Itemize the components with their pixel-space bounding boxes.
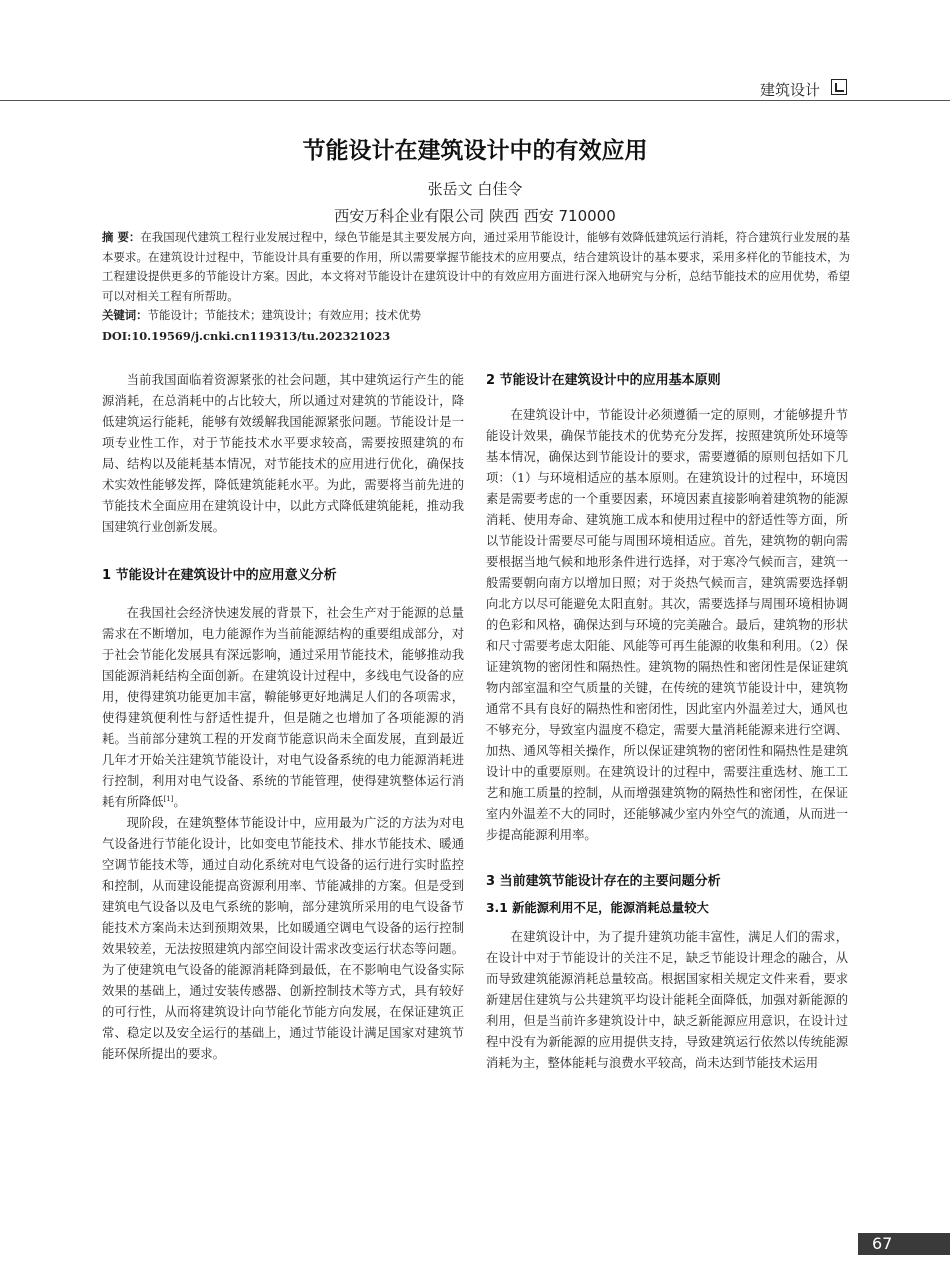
intro-paragraph: 当前我国面临着资源紧张的社会问题，其中建筑运行产生的能源消耗，在总消耗中的占比较大，所以通过对建筑的节能设计，降低建筑运行能耗，能够有效缓解我国能源紧张问题。节能设计是一项专业性工作，对于节能技术水平要求较高，需要按照建筑的布局、结构以及能耗基本情况，对节能技术的应用进行优化，确保技术实效性能够发挥，降低建筑能耗水平。为此，需要将当前先进的节能技术全面应用在建筑设计中，以此方式降低建筑能耗，推动我国建筑行业创新发展。 bbox=[102, 373, 464, 534]
article-title: 节能设计在建筑设计中的有效应用 bbox=[302, 138, 648, 164]
section-1-paragraph-1-end: 。 bbox=[173, 795, 186, 809]
affiliation: 西安万科企业有限公司 陕西 西安 710000 bbox=[334, 207, 616, 225]
page-number-box bbox=[858, 1233, 950, 1255]
right-column bbox=[486, 370, 848, 1074]
abstract-text: 在我国现代建筑工程行业发展过程中，绿色节能是其主要发展方向，通过采用节能设计，能够有效降低建筑运行消耗，符合建筑行业发展的基本要求。在建筑设计过程中，节能设计具有重要的作用，所以需要掌握节能技术的应用要点，结合建筑设计的基本要求，采用多样化的节能技术，为工程建设提供更多的节能设计方案。因此，本文将对节能设计在建筑设计中的有效应用方面进行深入地研究与分析，总结节能技术的应用优势，希望可以对相关工程有所帮助。 bbox=[102, 230, 850, 303]
section-1-heading: 1 节能设计在建筑设计中的应用意义分析 bbox=[102, 568, 337, 583]
section-1-paragraph-1-text: 在我国社会经济快速发展的背景下，社会生产对于能源的总量需求在不断增加，电力能源作为当前能源结构的重要组成部分，对于社会节能化发展具有深远影响，通过采用节能技术，能够推动我国能源消耗结构全面创新。在建筑设计过程中，多线电气设备的应用，使得建筑功能更加丰富，鞥能够更好地满足人们的各项需求，使得建筑便利性与舒适性提升，但是随之也增加了各项能源的消耗。当前部分建筑工程的开发商节能意识尚未全面发展，直到最近几年才开始关注建筑节能设计，对电气设备系统的电力能源消耗进行控制，利用对电气设备、系统的节能管理，使得建筑整体运行消耗有所降低 bbox=[102, 606, 464, 809]
left-column bbox=[102, 370, 464, 1065]
header-rule bbox=[0, 100, 950, 101]
keywords bbox=[102, 307, 850, 323]
abstract-label: 摘 要： bbox=[102, 230, 141, 244]
keywords-text: 节能设计；节能技术；建筑设计；有效应用；技术优势 bbox=[147, 308, 421, 322]
section-logo-icon bbox=[831, 79, 847, 95]
doi: DOI:10.19569/j.cnki.cn119313/tu.202321023 bbox=[102, 329, 391, 343]
authors: 张岳文 白佳令 bbox=[427, 180, 523, 198]
section-3-1-heading: 3.1 新能源利用不足，能源消耗总量较大 bbox=[486, 901, 709, 915]
keywords-label: 关键词： bbox=[102, 308, 148, 322]
page-number: 67 bbox=[872, 1234, 893, 1253]
section-label: 建筑设计 bbox=[759, 81, 820, 99]
section-1-paragraph-1 bbox=[102, 603, 464, 813]
section-1-paragraph-2: 现阶段，在建筑整体节能设计中，应用最为广泛的方法为对电气设备进行节能化设计，比如变电节能技术、排水节能技术、暖通空调节能技术等，通过自动化系统对电气设备的运行进行实时监控和控制，从而建设能提高资源利用率、节能减排的方案。但是受到建筑电气设备以及电气系统的影响，部分建筑所采用的电气设备节能技术方案尚未达到预期效果，比如暖通空调电气设备的运行控制效果较差，无法按照建筑内部空间设计需求改变运行状态等问题。为了使建筑电气设备的能源消耗降到最低，在不影响电气设备实际效果的基础上，通过安装传感器、创新控制技术等方式，具有较好的可行性，从而将建筑设计向节能化节能方向发展，在保证建筑正常、稳定以及安全运行的基础上，通过节能设计满足国家对建筑节能环保所提出的要求。 bbox=[102, 816, 464, 1061]
abstract bbox=[102, 228, 850, 306]
citation-1: [1] bbox=[163, 794, 174, 803]
section-3-1-paragraph: 在建筑设计中，为了提升建筑功能丰富性，满足人们的需求，在设计中对于节能设计的关注不足，缺乏节能设计理念的融合，从而导致建筑能源消耗总量较高。根据国家相关规定文件来看，要求新建居住建筑与公共建筑平均设计能耗全面降低，加强对新能源的利用，但是当前许多建筑设计中，缺乏新能源应用意识，在设计过程中没有为新能源的应用提供支持，导致建筑运行依然以传统能源消耗为主，整体能耗与浪费水平较高，尚未达到节能技术运用 bbox=[486, 930, 848, 1070]
section-3-heading: 3 当前建筑节能设计存在的主要问题分析 bbox=[486, 874, 721, 889]
section-2-heading: 2 节能设计在建筑设计中的应用基本原则 bbox=[486, 373, 721, 388]
section-2-paragraph: 在建筑设计中，节能设计必须遵循一定的原则，才能够提升节能设计效果，确保节能技术的优势充分发挥，按照建筑所处环境等基本情况，确保达到节能设计的要求，需要遵循的原则包括如下几项：（1）与环境相适应的基本原则。在建筑设计的过程中，环境因素是需要考虑的一个重要因素，环境因素直接影响着建筑物的能源消耗、使用寿命、建筑施工成本和使用过程中的舒适性等方面，所以节能设计需要尽可能与周围环境相适应。首先，建筑物的朝向需要根据当地气候和地形条件进行选择，对于寒冷气候而言，建筑一般需要朝向南方以增加日照；对于炎热气候而言，建筑需要选择朝向北方以尽可能避免太阳直射。其次，需要选择与周围环境相协调的色彩和风格，确保达到与环境的完美融合。最后，建筑物的形状和尺寸需要考虑太阳能、风能等可再生能源的收集和利用。（2）保证建筑物的密闭性和隔热性。建筑物的隔热性和密闭性是保证建筑物内部室温和空气质量的关键，在传统的建筑节能设计中，建筑物通常不具有良好的隔热性和密闭性，因此室内外温差过大，通风也不够充分，导致室内温度不稳定，需要大量消耗能源来进行空调、加热、通风等相关操作，所以保证建筑物的密闭性和隔热性是建筑设计中的重要原则。在建筑设计的过程中，需要注重选材、施工工艺和施工质量的控制，从而增强建筑物的隔热性和密闭性，在保证室内外温差不大的同时，还能够减少室内外空气的流通，从而进一步提高能源利用率。 bbox=[486, 408, 848, 842]
